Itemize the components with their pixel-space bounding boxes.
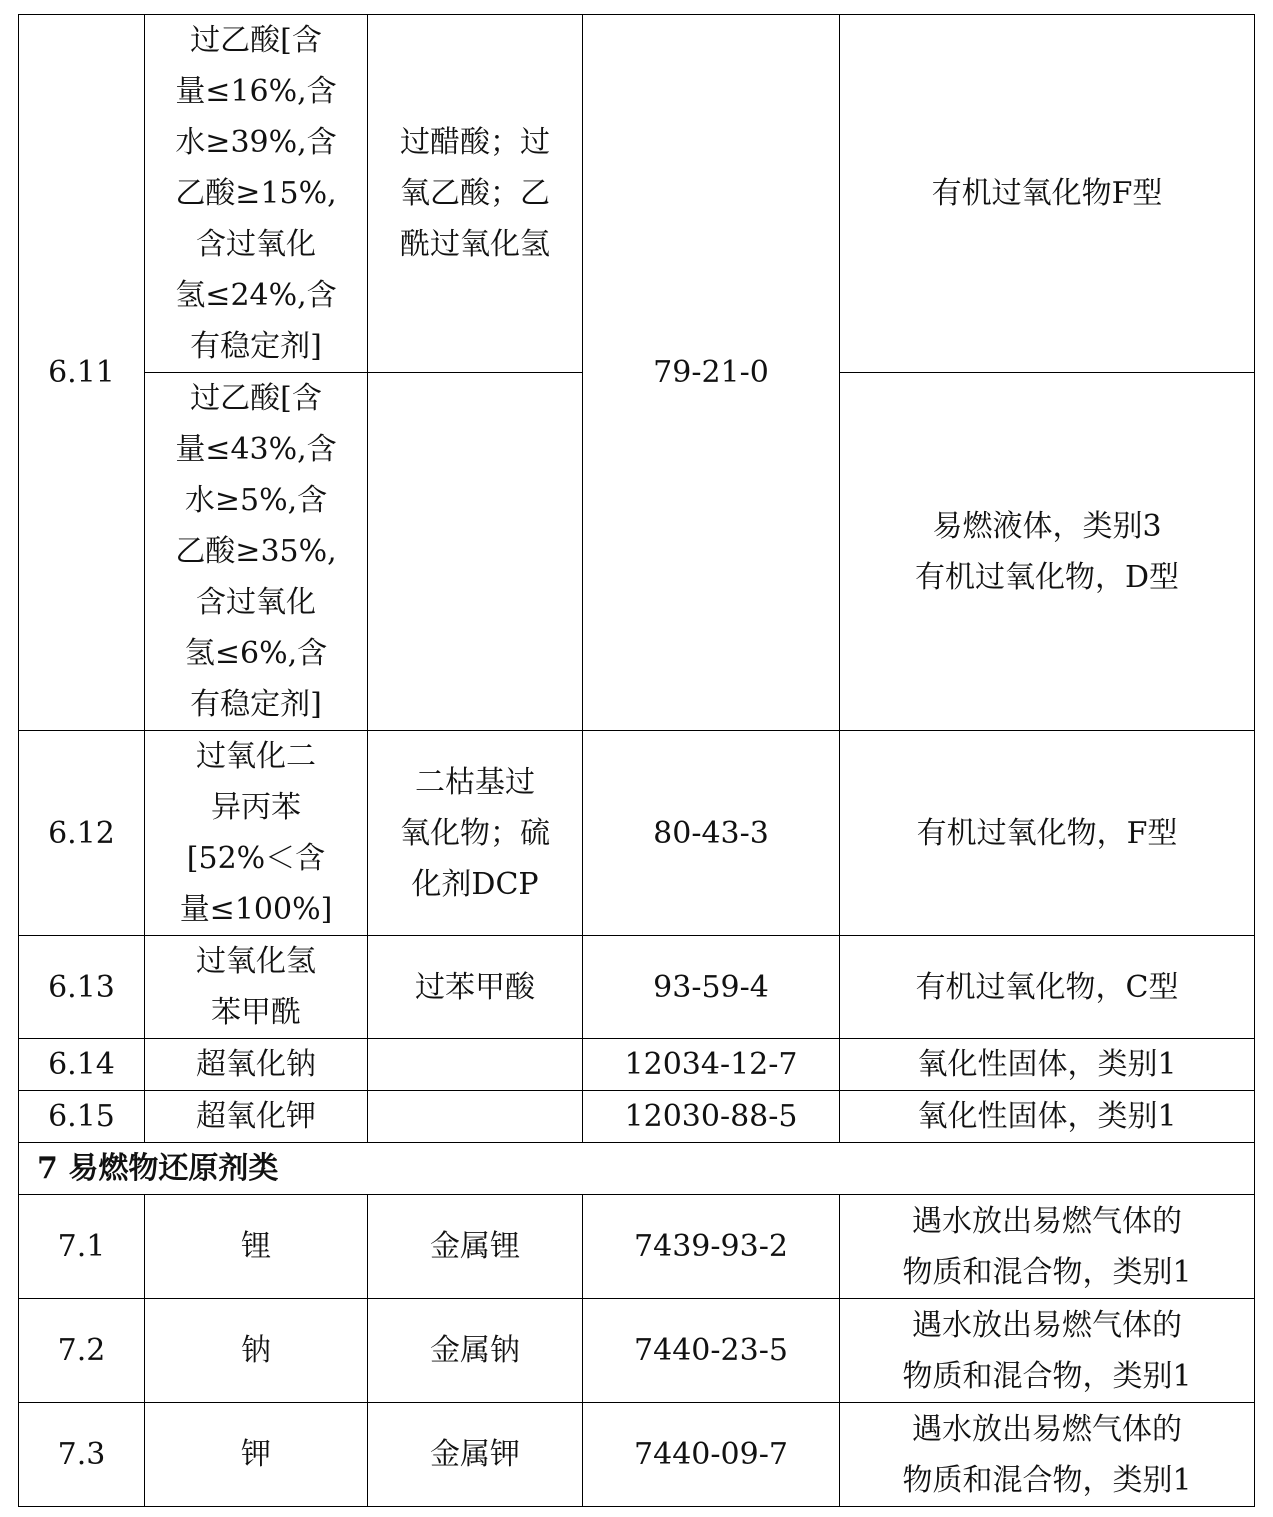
chemical-name: 过氧化二 异丙苯 [52%＜含 量≤100%] xyxy=(145,731,368,936)
item-number: 6.15 xyxy=(19,1091,145,1143)
table-row xyxy=(19,936,1255,1039)
table-row xyxy=(19,1091,1255,1143)
chemical-name: 过氧化氢 苯甲酰 xyxy=(145,936,368,1039)
alias-name: 金属锂 xyxy=(368,1195,583,1299)
section-row xyxy=(19,1143,1255,1195)
item-number: 6.11 xyxy=(19,15,145,731)
cas-number: 79-21-0 xyxy=(583,15,840,731)
chemical-name: 超氧化钠 xyxy=(145,1039,368,1091)
section-heading: 7 易燃物还原剂类 xyxy=(19,1143,1255,1195)
hazard-class: 遇水放出易燃气体的 物质和混合物，类别1 xyxy=(840,1403,1255,1507)
alias-name xyxy=(368,1039,583,1091)
table-row xyxy=(19,731,1255,936)
chemical-name: 超氧化钾 xyxy=(145,1091,368,1143)
item-number: 6.12 xyxy=(19,731,145,936)
table-row xyxy=(19,1195,1255,1299)
chemical-name: 过乙酸[含 量≤43%,含 水≥5%,含 乙酸≥35%, 含过氧化 氢≤6%,含 有稳定剂] xyxy=(145,373,368,731)
hazard-class: 有机过氧化物，F型 xyxy=(840,731,1255,936)
hazard-class: 氧化性固体，类别1 xyxy=(840,1039,1255,1091)
hazard-class: 遇水放出易燃气体的 物质和混合物，类别1 xyxy=(840,1299,1255,1403)
hazard-class: 有机过氧化物，C型 xyxy=(840,936,1255,1039)
chemical-name: 锂 xyxy=(145,1195,368,1299)
alias-name: 二枯基过 氧化物；硫 化剂DCP xyxy=(368,731,583,936)
hazard-class: 遇水放出易燃气体的 物质和混合物，类别1 xyxy=(840,1195,1255,1299)
chemical-name: 钠 xyxy=(145,1299,368,1403)
alias-name xyxy=(368,373,583,731)
table-row xyxy=(19,1299,1255,1403)
alias-name: 过苯甲酸 xyxy=(368,936,583,1039)
alias-name: 金属钾 xyxy=(368,1403,583,1507)
item-number: 7.3 xyxy=(19,1403,145,1507)
item-number: 6.13 xyxy=(19,936,145,1039)
cas-number: 80-43-3 xyxy=(583,731,840,936)
cas-number: 12034-12-7 xyxy=(583,1039,840,1091)
alias-name xyxy=(368,1091,583,1143)
table-row xyxy=(19,1403,1255,1507)
cas-number: 12030-88-5 xyxy=(583,1091,840,1143)
table-row xyxy=(19,1039,1255,1091)
hazard-class: 有机过氧化物F型 xyxy=(840,15,1255,373)
alias-name: 金属钠 xyxy=(368,1299,583,1403)
alias-name: 过醋酸；过 氧乙酸；乙 酰过氧化氢 xyxy=(368,15,583,373)
table-row xyxy=(19,15,1255,373)
item-number: 7.1 xyxy=(19,1195,145,1299)
hazard-class: 氧化性固体，类别1 xyxy=(840,1091,1255,1143)
cas-number: 7439-93-2 xyxy=(583,1195,840,1299)
hazard-class: 易燃液体，类别3 有机过氧化物，D型 xyxy=(840,373,1255,731)
item-number: 6.14 xyxy=(19,1039,145,1091)
chemical-name: 过乙酸[含 量≤16%,含 水≥39%,含 乙酸≥15%, 含过氧化 氢≤24%,含 有稳定剂] xyxy=(145,15,368,373)
item-number: 7.2 xyxy=(19,1299,145,1403)
cas-number: 7440-23-5 xyxy=(583,1299,840,1403)
chemical-table xyxy=(18,14,1255,1507)
cas-number: 93-59-4 xyxy=(583,936,840,1039)
cas-number: 7440-09-7 xyxy=(583,1403,840,1507)
chemical-name: 钾 xyxy=(145,1403,368,1507)
